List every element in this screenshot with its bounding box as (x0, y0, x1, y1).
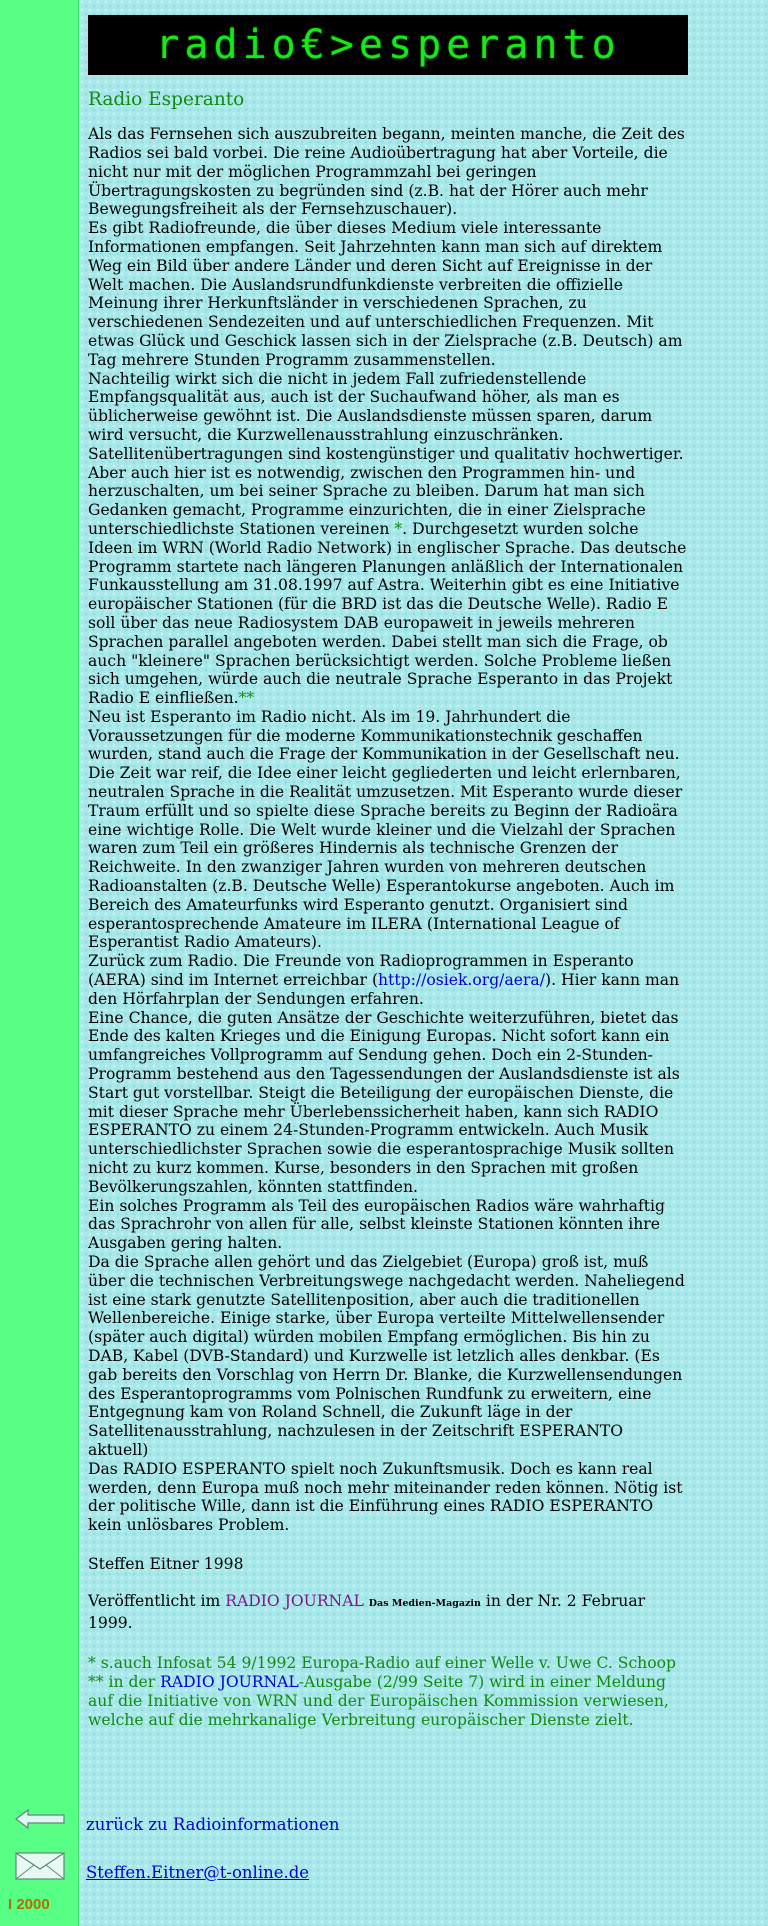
paragraph: Da die Sprache allen gehört und das Zielgebiet (Europa) groß ist, muß über die technischen Verbreitungswege nachgedacht werden. Naheliegend ist eine stark genutzte Satellitenposition, aber auch die traditionellen Wellenbereiche. Einige starke, über Europa verteilte Mittelwellensender (später auch digital) würden mobilen Empfang ermöglichen. Bis hin zu DAB, Kabel (DVB-Standard) und Kurzwelle ist letzlich alles denkbar. (Es gab bereits den Vorschlag von Herrn Dr. Blanke, die Kurzwellensendungen des Esperantoprogramms vom Polnischen Rundfunk zu erweitern, eine Entgegnung kam von Roland Schnell, die Zukunft läge in der Satellitenausstrahlung, nachzulesen in der Zeitschrift ESPERANTO aktuell) (88, 1253, 685, 1459)
footnote-marker[interactable]: * (394, 519, 403, 538)
paragraph: Eine Chance, die guten Ansätze der Geschichte weiterzuführen, bietet das Ende des kalten Krieges und die Einigung Europas. Nicht sofort kann ein umfangreiches Vollprogramm auf Sendung gehen. Doch ein 2-Stunden- Programm bestehend aus den Tagessendungen der Auslandsdienste ist als Start gut vorstellbar. Steigt die Beteiligung der europäischen Dienste, die mit dieser Sprache mehr Überlebenssicherheit haben, kann sich RADIO ESPERANTO zu einem 24-Stunden-Programm entwickeln. Auch Musik unterschiedlichster Sprachen sowie die esperantosprachige Musik sollten nicht zu kurz kommen. Kurse, besonders in den Sprachen mit großen Bevölkerungszahlen, könnten stattfinden. (88, 1008, 680, 1196)
footnote-marker[interactable]: ** (238, 689, 255, 708)
paragraph: Es gibt Radiofreunde, die über dieses Medium viele interessante Informationen empfangen. Seit Jahrzehnten kann man sich auf direktem Weg ein Bild über andere Länder und deren Sicht auf Ereignisse in der Welt machen. Die Auslandsrundfunkdienste verbreiten die offizielle Meinung ihrer Herkunftsländer in verschiedenen Sprachen, zu verschiedenen Sendezeiten und auf unterschiedlichen Frequenzen. Mit etwas Glück und Geschick lassen sich in der Zielsprache (z.B. Deutsch) am Tag mehrere Stunden Programm zusammenstellen. (88, 219, 683, 369)
paragraph: Nachteilig wirkt sich die nicht in jedem Fall zufriedenstellende Empfangsqualität aus, auch ist der Suchaufwand höher, als man es üblicherweise gewöhnt ist. Die Auslandsdienste müssen sparen, darum wird versucht, die Kurzwellenausstrahlung einzuschränken. Satellitenübertragungen sind kostengünstiger und qualitativ hochwertiger. Aber auch hier ist es notwendig, zwischen den Programmen hin- und herzuschalten, um bei seiner Sprache zu bleiben. Darum hat man sich Gedanken gemacht, Programme einzurichten, die in einer Zielsprache unterschiedlichste Stationen vereinen *. Durchgesetzt wurden solche Ideen im WRN (World Radio Network) in englischer Sprache. Das deutsche Programm startete nach längeren Planungen anläßlich der Internationalen Funkausstellung am 31.08.1997 auf Astra. Weiterhin gibt es eine Initiative europäischer Stationen (für die BRD ist das die Deutsche Welle). Radio E soll über das neue Radiosystem DAB europaweit in jeweils mehreren Sprachen parallel angeboten werden. Dabei stellt man sich die Frage, ob auch "kleinere" Sprachen berücksichtigt werden. Solche Probleme ließen sich umgehen, würde auch die neutrale Sprache Esperanto in das Projekt Radio E einfließen.** (88, 369, 687, 708)
main-content (88, 15, 688, 1730)
paragraph: Zurück zum Radio. Die Freunde von Radioprogrammen in Esperanto (AERA) sind im Internet erreichbar (http://osiek.org/aera/). Hier kann man den Hörfahrplan der Sendungen erfahren. (88, 952, 680, 1008)
back-arrow-icon[interactable] (14, 1808, 66, 1830)
publication-note: Veröffentlicht im RADIO JOURNAL Das Medien-Magazin in der Nr. 2 Februar 1999. (88, 1591, 646, 1632)
banner-logo-text: radio€>esperanto (155, 22, 621, 68)
journal-subtitle: Das Medien-Magazin (368, 1597, 481, 1609)
aera-link[interactable]: http://osiek.org/aera/ (378, 971, 545, 990)
email-link[interactable]: Steffen.Eitner@t-online.de (86, 1863, 310, 1882)
left-sidebar (0, 0, 79, 1926)
envelope-icon[interactable] (14, 1851, 66, 1881)
back-to-radio-info-link[interactable]: zurück zu Radioinformationen (86, 1815, 340, 1834)
banner (88, 15, 688, 75)
paragraph: Als das Fernsehen sich auszubreiten begann, meinten manche, die Zeit des Radios sei bald vorbei. Die reine Audioübertragung hat aber Vorteile, die nicht nur mit der möglichen Programmzahl bei geringen Übertragungskosten zu begründen sind (z.B. hat der Hörer auch mehr Bewegungsfreiheit als der Fernsehzuschauer). (88, 125, 685, 219)
paragraph: Neu ist Esperanto im Radio nicht. Als im 19. Jahrhundert die Voraussetzungen für die moderne Kommunikationstechnik geschaffen wurden, stand auch die Frage der Kommunikation in der Gesellschaft neu. Die Zeit war reif, die Idee einer leicht gegliederten und leicht erlernbaren, neutralen Sprache in die Realität umzusetzen. Mit Esperanto wurde dieser Traum erfüllt und so spielte diese Sprache bereits zu Beginn der Radioära eine wichtige Rolle. Die Welt wurde kleiner und die Vielzahl der Sprachen waren zum Teil ein größeres Hindernis als technische Grenzen der Reichweite. In den zwanziger Jahren wurden von mehreren deutschen Radioanstalten (z.B. Deutsche Welle) Esperantokurse angeboten. Auch im Bereich des Amateurfunks wird Esperanto genutzt. Organisiert sind esperantosprechende Amateure im ILERA (International League of Esperantist Radio Amateurs). (88, 707, 683, 952)
signature: Steffen Eitner 1998 (88, 1554, 244, 1573)
paragraph: Ein solches Programm als Teil des europäischen Radios wäre wahrhaftig das Sprachrohr von allen für alle, selbst kleinste Stationen könnten ihre Ausgaben gering halten. (88, 1196, 665, 1253)
sidebar-year-marker: I 2000 (8, 1896, 50, 1913)
paragraph: Das RADIO ESPERANTO spielt noch Zukunftsmusik. Doch es kann real werden, denn Europa muß noch mehr miteinander reden können. Nötig ist der politische Wille, dann ist die Einführung eines RADIO ESPERANTO kein unlösbares Problem. (88, 1459, 683, 1535)
footnote-2: ** in der RADIO JOURNAL-Ausgabe (2/99 Seite 7) wird in einer Meldung auf die Initiative von WRN und der Europäischen Kommission verwiesen, welche auf die mehrkanalige Verbreitung europäischer Dienste zielt. (88, 1673, 669, 1729)
footnote-1: * s.auch Infosat 54 9/1992 Europa-Radio auf einer Welle v. Uwe C. Schoop (88, 1654, 676, 1673)
radio-journal-footnote-link[interactable]: RADIO JOURNAL (160, 1673, 299, 1692)
footnotes (88, 1654, 688, 1729)
page-title: Radio Esperanto (88, 89, 245, 110)
article (88, 125, 688, 1632)
radio-journal-link[interactable]: RADIO JOURNAL (225, 1591, 364, 1610)
